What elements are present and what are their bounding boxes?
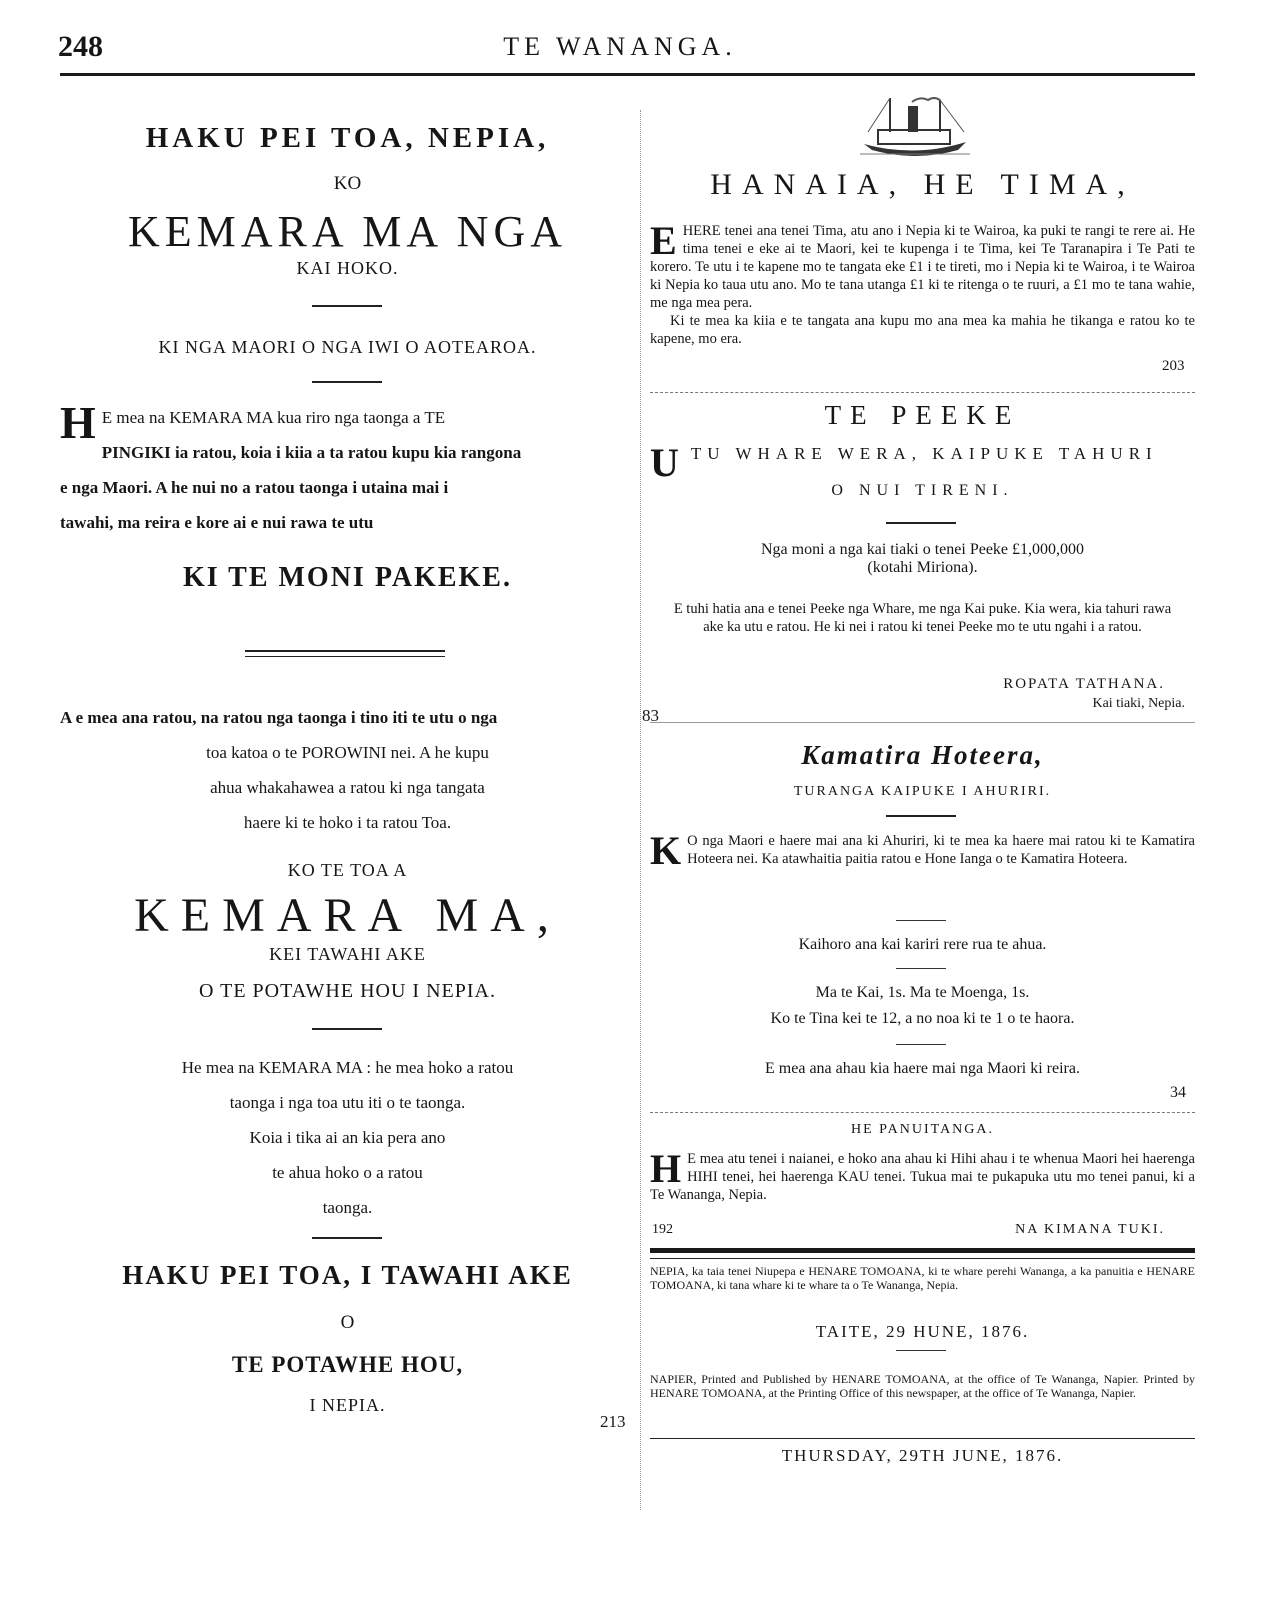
rule	[312, 381, 382, 383]
tima-text-2: Ki te mea ka kiia e te tangata ana kupu mo ana mea ka mahia he tikanga e ratou ko te kapene, mo era.	[650, 313, 1195, 347]
tima-heading: HANAIA, HE TIMA,	[710, 168, 1135, 201]
drop-cap: E	[650, 218, 677, 263]
advert-o: O	[340, 1312, 355, 1333]
advert-number: 34	[1170, 1084, 1186, 1101]
rule	[650, 392, 1195, 393]
hotel-line: Ko te Tina kei te 12, a no noa ki te 1 o te haora.	[770, 1010, 1075, 1027]
column-divider	[640, 110, 641, 1510]
advert-i-nepia: I NEPIA.	[309, 1395, 386, 1415]
header-rule	[60, 73, 1195, 76]
text-line: A e mea ana ratou, na ratou nga taonga i tino iti te utu o nga	[60, 708, 498, 727]
thick-rule	[650, 1248, 1195, 1253]
text-line: taonga.	[322, 1198, 373, 1217]
peeke-money-line1: Nga moni a nga kai tiaki o tenei Peeke £1,000,000	[760, 541, 1085, 558]
drop-cap: H	[60, 397, 96, 448]
text-line: PINGIKI ia ratou, koia i kiia a ta ratou kupu kia rangona	[101, 443, 522, 462]
text-line: haere ki te hoko i ta ratou Toa.	[243, 813, 452, 832]
rule	[312, 1237, 382, 1239]
peeke-paragraph: E tuhi hatia ana e tenei Peeke nga Whare, me nga Kai puke. Kia wera, kia tahuri rawa ake ka utu e ratou. He ki nei i ratou ki tenei Peeke mo te utu ngahi i a ratou.	[673, 601, 1172, 635]
rule	[650, 1438, 1195, 1439]
hotel-text: O nga Maori e haere mai ana ki Ahuriri, ki te mea ka haere mai ratou ki te Kamatira Hoteera nei. Ka atawhaitia paitia ratou e Hone Ianga o te Kamatira Hoteera.	[687, 833, 1195, 867]
panui-signature: NA KIMANA TUKI.	[1015, 1222, 1165, 1237]
page-number: 248	[58, 30, 103, 63]
advert-number: 83	[642, 706, 659, 725]
drop-cap: K	[650, 828, 682, 873]
peeke-signature: ROPATA TATHANA.	[1003, 676, 1165, 692]
advert-number: 213	[600, 1412, 626, 1431]
rule	[650, 1258, 1195, 1259]
panui-heading: HE PANUITANGA.	[850, 1122, 995, 1137]
text-line: E mea na KEMARA MA kua riro nga taonga a TE	[101, 408, 446, 427]
panui-text: E mea atu tenei i naianei, e hoko ana ahau ki Hihi ahau i te whenua Maori hei haerenga HIHI tenei, hei haerenga KAU tenei. Tukua mai te pukapuka utu mo tenei panui, ki a Te Wananga, Nepia.	[650, 1151, 1195, 1203]
peeke-sub-line1: TU WHARE WERA, KAIPUKE TAHURI	[690, 444, 1158, 463]
text-line: toa katoa o te POROWINI nei. A he kupu	[206, 743, 489, 762]
hotel-line: E mea ana ahau kia haere mai nga Maori ki reira.	[765, 1060, 1080, 1077]
issue-date-maori: TAITE, 29 HUNE, 1876.	[815, 1322, 1030, 1341]
hotel-heading: Kamatira Hoteera,	[801, 740, 1044, 770]
peeke-sub-line2: O NUI TIRENI.	[831, 482, 1014, 499]
double-rule	[245, 650, 445, 657]
text-line: tawahi, ma reira e kore ai e nui rawa te utu	[60, 513, 374, 532]
text-line: taonga i nga toa utu iti o te taonga.	[229, 1093, 466, 1112]
text-line: Koia i tika ai an kia pera ano	[249, 1128, 446, 1147]
advert-ko: KO	[333, 173, 362, 194]
advert-te-potawhe: TE POTAWHE HOU,	[231, 1352, 464, 1377]
advert-address: KI NGA MAORI O NGA IWI O AOTEAROA.	[158, 337, 537, 357]
advert-haku-heading: HAKU PEI TOA, I TAWAHI AKE	[122, 1260, 573, 1290]
drop-cap: H	[650, 1146, 682, 1191]
advert-paragraph-3	[60, 1050, 635, 1225]
hotel-line: Ma te Kai, 1s. Ma te Moenga, 1s.	[815, 984, 1030, 1001]
advert-paragraph-1	[60, 397, 635, 540]
issue-date-english: THURSDAY, 29TH JUNE, 1876.	[781, 1446, 1064, 1465]
steamship-icon	[860, 92, 970, 162]
peeke-heading: TE PEEKE	[824, 400, 1021, 430]
imprint-english: NAPIER, Printed and Published by HENARE TOMOANA, at the office of Te Wananga, Napier. Printed by HENARE TOMOANA, at the Printing Office of this newspaper, at the office of Te Wananga, Napier.	[650, 1372, 1195, 1400]
rule	[886, 815, 956, 817]
advert-kei-tawahi: KEI TAWAHI AKE	[269, 944, 426, 964]
rule	[312, 305, 382, 307]
rule	[896, 920, 946, 921]
panui-notice	[650, 1146, 1195, 1204]
advert-heading: HAKU PEI TOA, NEPIA,	[145, 122, 550, 154]
text-line: te ahua hoko o a ratou	[272, 1163, 423, 1182]
rule	[886, 522, 956, 524]
rule	[896, 1350, 946, 1351]
imprint-maori: NEPIA, ka taia tenei Niupepa e HENARE TOMOANA, ki te whare perehi Wananga, a ka panuitia e HENARE TOMOANA, ki tana whare ki te whare ta o Te Wananga, Nepia.	[650, 1264, 1195, 1292]
advert-company-heading: KEMARA MA NGA	[127, 207, 568, 256]
advert-paragraph-2	[60, 700, 635, 840]
rule	[650, 1112, 1195, 1113]
rule	[896, 1044, 946, 1045]
advert-moni-heading: KI TE MONI PAKEKE.	[182, 562, 512, 593]
advert-kai-hoko: KAI HOKO.	[296, 258, 399, 278]
peeke-signature-role: Kai tiaki, Nepia.	[1092, 696, 1185, 711]
rule	[312, 1028, 382, 1030]
hotel-line: Kaihoro ana kai kariri rere rua te ahua.	[798, 936, 1047, 953]
rule	[896, 968, 946, 969]
hotel-notice	[650, 828, 1195, 873]
masthead-title: TE WANANGA.	[503, 32, 737, 61]
peeke-money-line2: (kotahi Miriona).	[867, 559, 978, 576]
tima-notice	[650, 218, 1195, 348]
advert-ko-te-toa: KO TE TOA A	[287, 860, 408, 880]
text-line: He mea na KEMARA MA : he mea hoko a ratou	[181, 1058, 514, 1077]
advert-number: 203	[1162, 358, 1185, 374]
text-line: ahua whakahawea a ratou ki nga tangata	[210, 778, 485, 797]
text-line: e nga Maori. A he nui no a ratou taonga i utaina mai i	[60, 478, 449, 497]
peeke-sub	[650, 440, 1195, 485]
hotel-subheading: TURANGA KAIPUKE I AHURIRI.	[793, 784, 1052, 799]
rule	[650, 722, 1195, 723]
advert-potawhe: O TE POTAWHE HOU I NEPIA.	[199, 980, 496, 1002]
drop-cap: U	[650, 440, 685, 485]
advert-number: 192	[652, 1222, 673, 1237]
tima-text: HERE tenei ana tenei Tima, atu ano i Nepia ki te Wairoa, ka puki te rangi te rere ai. He tima tenei e eke ai te Maori, kei te kupenga i te Tima, kei Te Taranapira i Te Pati te korero. Te utu i te kapene mo te tangata eke £1 i te tireti, mo i Nepia ki te Wairoa, i te Wairoa ki Nepia ko taua utu ano. Mo te tana utanga £1 ki te ritenga o te ruuri, a £1 mo te tana wahie, me nga mea pera.	[650, 223, 1195, 311]
advert-kemara-ma: KEMARA MA,	[134, 889, 561, 942]
